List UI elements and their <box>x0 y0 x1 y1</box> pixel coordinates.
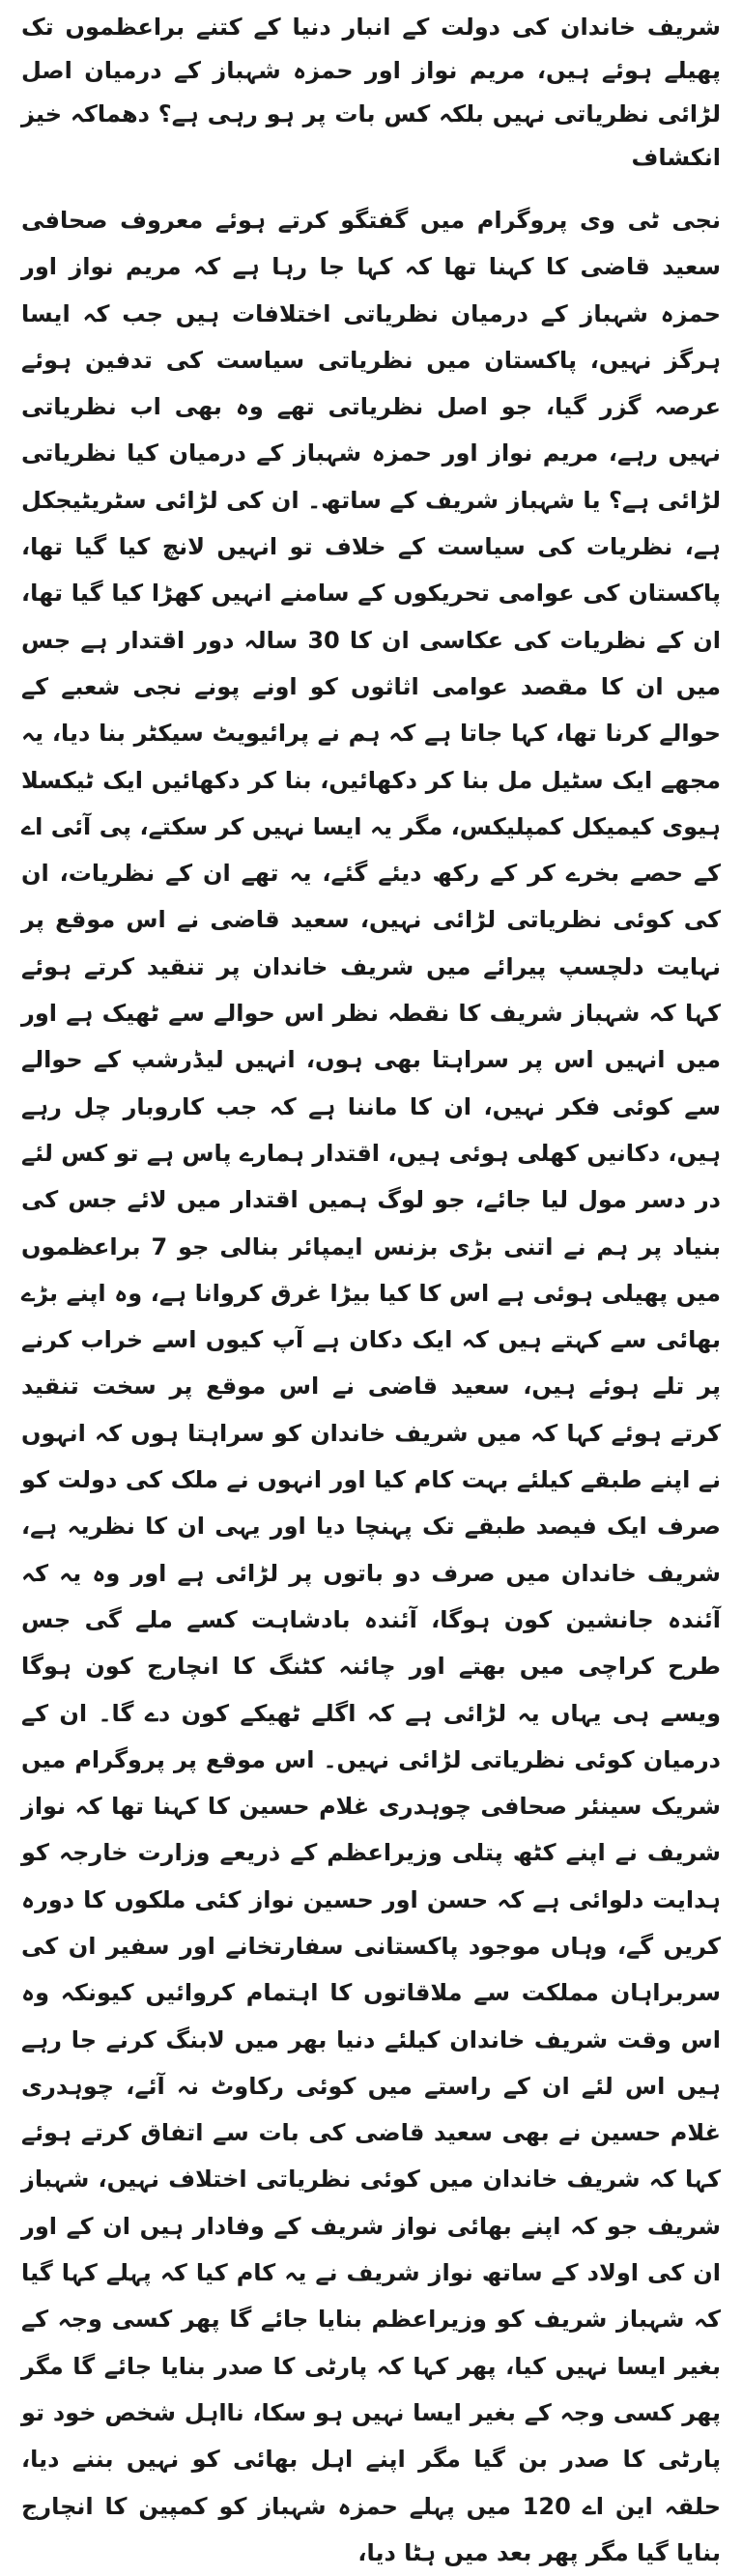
article-body: نجی ٹی وی پروگرام میں گفتگو کرتے ہوئے معروف صحافی سعید قاضی کا کہنا تھا کہ کہا جا رہا ہے کہ مریم نواز اور حمزہ شہباز کے درمیان نظریاتی اختلافات ہیں جب کہ ایسا ہرگز نہیں، پاکستان میں نظریاتی سیاست کی تدفین ہوئے عرصہ گزر گیا، جو اصل نظریاتی تھے وہ بھی اب نظریاتی نہیں رہے، مریم نواز اور حمزہ شہباز کے درمیان کیا نظریاتی لڑائی ہے؟ یا شہباز شریف کے ساتھ۔ ان کی لڑائی سٹریٹیجکل ہے، نظریات کی سیاست کے خلاف تو انہیں لانچ کیا گیا تھا، پاکستان کی عوامی تحریکوں کے سامنے انہیں کھڑا کیا گیا تھا، ان کے نظریات کی عکاسی ان کا 30 سالہ دور اقتدار ہے جس میں ان کا مقصد عوامی اثاثوں کو اونے پونے نجی شعبے کے حوالے کرنا تھا، کہا جاتا ہے کہ ہم نے پرائیویٹ سیکٹر بنا دیا، یہ مجھے ایک سٹیل مل بنا کر دکھائیں، بنا کر دکھائیں ایک ٹیکسلا ہیوی کیمیکل کمپلیکس، مگر یہ ایسا نہیں کر سکتے، پی آئی اے کے حصے بخرے کر کے رکھ دیئے گئے، یہ تھے ان کے نظریات، ان کی کوئی نظریاتی لڑائی نہیں، سعید قاضی نے اس موقع پر نہایت دلچسپ پیرائے میں شریف خاندان پر تنقید کرتے ہوئے کہا کہ شہباز شریف کا نقطہ نظر اس حوالے سے ٹھیک ہے اور میں انہیں اس پر سراہتا بھی ہوں، انہیں لیڈرشپ کے حوالے سے کوئی فکر نہیں، ان کا ماننا ہے کہ جب کاروبار چل رہے ہیں، دکانیں کھلی ہوئی ہیں، اقتدار ہمارے پاس ہے تو کس لئے در دسر مول لیا جائے، جو لوگ ہمیں اقتدار میں لائے جس کی بنیاد پر ہم نے اتنی بڑی بزنس ایمپائر بنالی جو 7 براعظموں میں پھیلی ہوئی ہے اس کا کیا بیڑا غرق کروانا ہے، وہ اپنے بڑے بھائی سے کہتے ہیں کہ ایک دکان ہے آپ کیوں اسے خراب کرنے پر تلے ہوئے ہیں، سعید قاضی نے اس موقع پر سخت تنقید کرتے ہوئے کہا کہ میں شریف خاندان کو سراہتا ہوں کہ انہوں نے اپنے طبقے کیلئے بہت کام کیا اور انہوں نے ملک کی دولت کو صرف ایک فیصد طبقے تک پہنچا دیا اور یہی ان کا نظریہ ہے، شریف خاندان میں صرف دو باتوں پر لڑائی ہے اور وہ یہ کہ آئندہ جانشین کون ہوگا، آئندہ بادشاہت کسے ملے گی جس طرح کراچی میں بھتے اور چائنہ کٹنگ کا انچارج کون ہوگا ویسے ہی یہاں یہ لڑائی ہے کہ اگلے ٹھیکے کون دے گا۔ ان کے درمیان کوئی نظریاتی لڑائی نہیں۔ اس موقع پر پروگرام میں شریک سینئر صحافی چوہدری غلام حسین کا کہنا تھا کہ نواز شریف نے اپنے کٹھ پتلی وزیراعظم کے ذریعے وزارت خارجہ کو ہدایت دلوائی ہے کہ حسن اور حسین نواز کئی ملکوں کا دورہ کریں گے، وہاں موجود پاکستانی سفارتخانے اور سفیر ان کی سربراہان مملکت سے ملاقاتوں کا اہتمام کروائیں کیونکہ وہ اس وقت شریف خاندان کیلئے دنیا بھر میں لابنگ کرنے جا رہے ہیں اس لئے ان کے راستے میں کوئی رکاوٹ نہ آئے، چوہدری غلام حسین نے بھی سعید قاضی کی بات سے اتفاق کرتے ہوئے کہا کہ شریف خاندان میں کوئی نظریاتی اختلاف نہیں، شہباز شریف جو کہ اپنے بھائی نواز شریف کے وفادار ہیں ان کے اور ان کی اولاد کے ساتھ نواز شریف نے یہ کام کیا کہ پہلے کہا گیا کہ شہباز شریف کو وزیراعظم بنایا جائے گا پھر کسی وجہ کے بغیر ایسا نہیں کیا، پھر کہا کہ پارٹی کا صدر بنایا جائے گا مگر پھر کسی وجہ کے بغیر ایسا نہیں ہو سکا، نااہل شخص خود تو پارٹی کا صدر بن گیا مگر اپنے اہل بھائی کو نہیں بننے دیا، حلقہ این اے 120 میں پہلے حمزہ شہباز کو کمپین کا انچارج بنایا گیا مگر پھر بعد میں ہٹا دیا، <box>21 207 722 2566</box>
article-headline: شریف خاندان کی دولت کے انبار دنیا کے کتنے براعظموں تک پھیلے ہوئے ہیں، مریم نواز اور حمزہ شہباز کے درمیان اصل لڑائی نظریاتی نہیں بلکہ کس بات پر ہو رہی ہے؟ دھماکہ خیز انکشاف <box>21 14 721 171</box>
news-article <box>21 6 721 2576</box>
